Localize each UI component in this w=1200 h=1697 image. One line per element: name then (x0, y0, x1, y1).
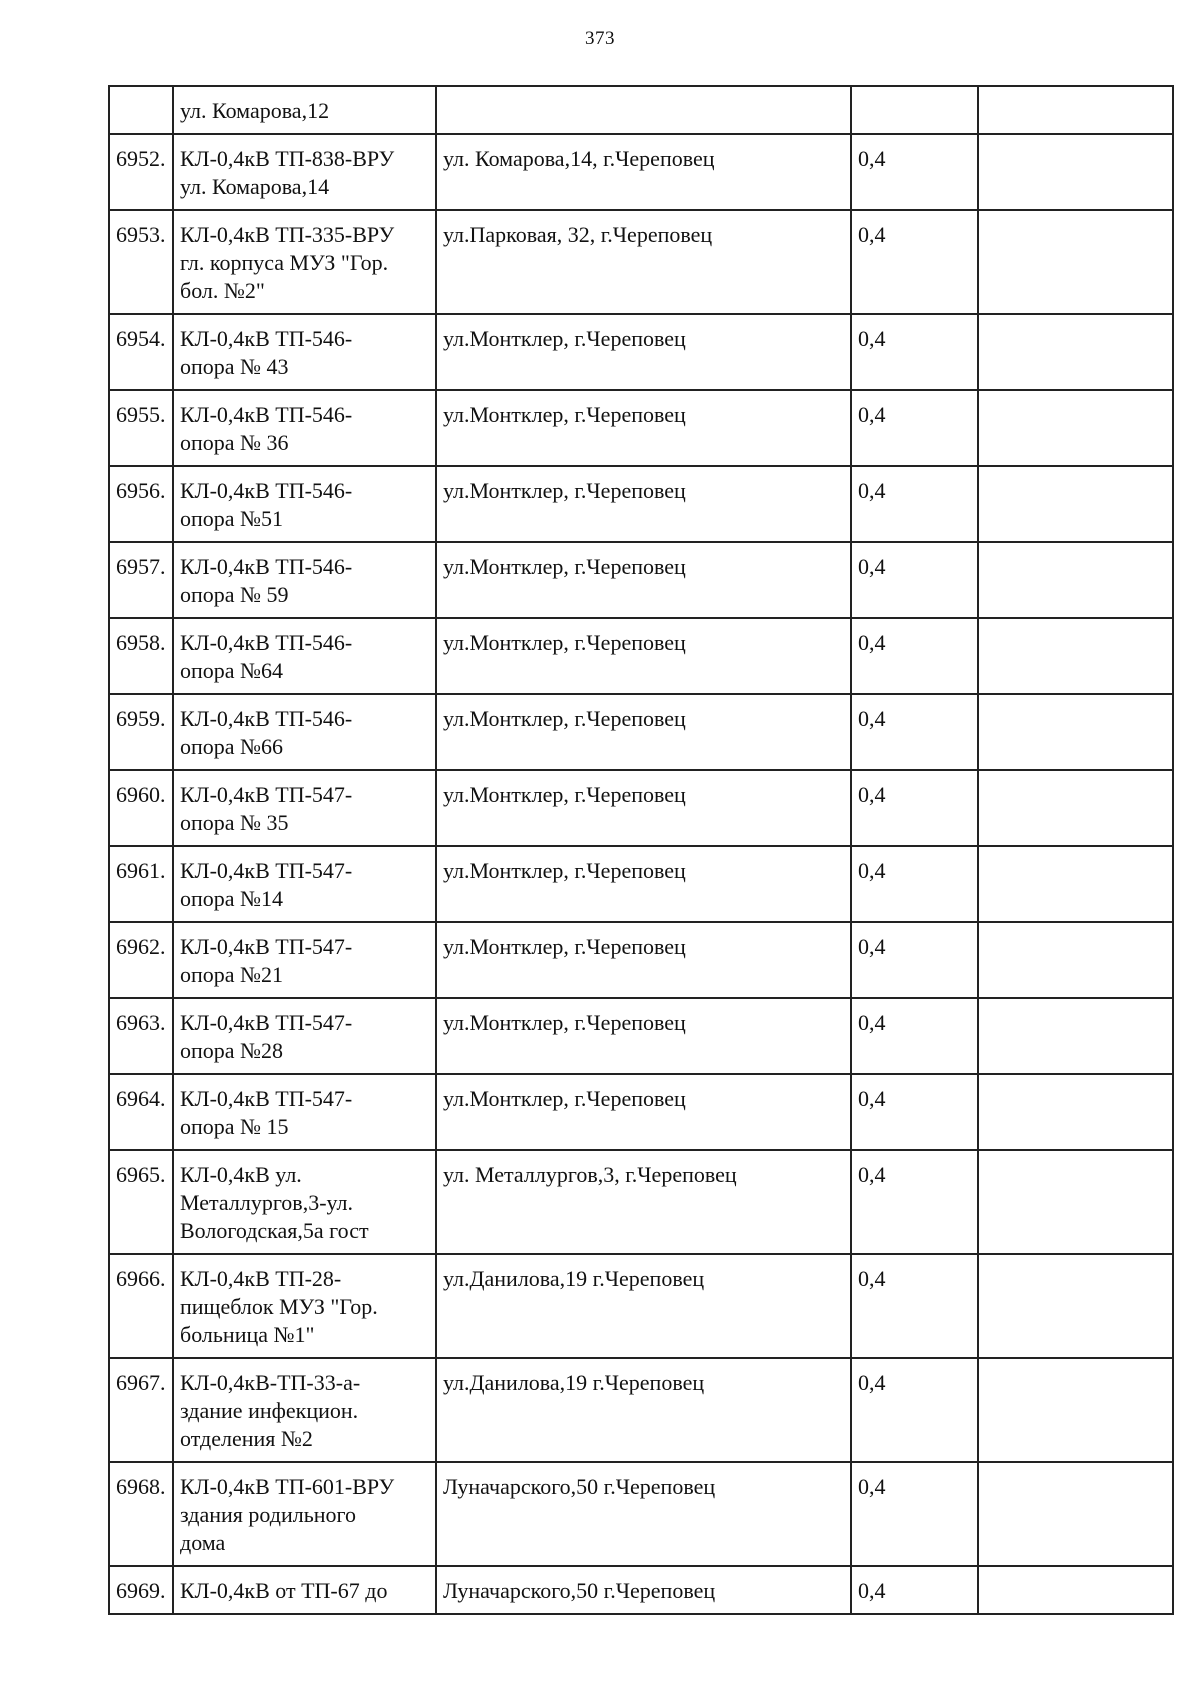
address-cell: ул.Монтклер, г.Череповец (436, 618, 851, 694)
line-name-cell: КЛ-0,4кВ ТП-546- опора №51 (173, 466, 436, 542)
row-number-cell: 6966. (109, 1254, 173, 1358)
line-name-cell: КЛ-0,4кВ ТП-547- опора № 35 (173, 770, 436, 846)
address-cell: ул. Комарова,14, г.Череповец (436, 134, 851, 210)
address-cell: ул.Монтклер, г.Череповец (436, 390, 851, 466)
extra-cell (978, 1566, 1173, 1614)
line-name-cell: КЛ-0,4кВ ТП-335-ВРУ гл. корпуса МУЗ "Гор. бол. №2" (173, 210, 436, 314)
extra-cell (978, 1150, 1173, 1254)
row-number-cell: 6962. (109, 922, 173, 998)
voltage-cell: 0,4 (851, 314, 978, 390)
row-number-cell: 6959. (109, 694, 173, 770)
table-row (109, 1358, 1173, 1462)
address-cell: ул.Монтклер, г.Череповец (436, 466, 851, 542)
line-name-cell: КЛ-0,4кВ ТП-547- опора № 15 (173, 1074, 436, 1150)
address-cell: Луначарского,50 г.Череповец (436, 1462, 851, 1566)
voltage-cell: 0,4 (851, 1358, 978, 1462)
extra-cell (978, 390, 1173, 466)
registry-table (108, 85, 1174, 1615)
table-row (109, 770, 1173, 846)
table-row (109, 1462, 1173, 1566)
line-name-cell: КЛ-0,4кВ от ТП-67 до (173, 1566, 436, 1614)
table-row (109, 998, 1173, 1074)
row-number-cell: 6952. (109, 134, 173, 210)
voltage-cell: 0,4 (851, 1150, 978, 1254)
table-row (109, 1074, 1173, 1150)
line-name-cell: КЛ-0,4кВ-ТП-33-а- здание инфекцион. отделения №2 (173, 1358, 436, 1462)
address-cell: ул.Данилова,19 г.Череповец (436, 1254, 851, 1358)
voltage-cell: 0,4 (851, 922, 978, 998)
row-number-cell: 6967. (109, 1358, 173, 1462)
table-row (109, 210, 1173, 314)
table-row (109, 618, 1173, 694)
address-cell: ул.Монтклер, г.Череповец (436, 694, 851, 770)
address-cell: ул.Монтклер, г.Череповец (436, 770, 851, 846)
address-cell: ул.Монтклер, г.Череповец (436, 314, 851, 390)
voltage-cell: 0,4 (851, 542, 978, 618)
extra-cell (978, 846, 1173, 922)
line-name-cell: КЛ-0,4кВ ТП-546- опора № 59 (173, 542, 436, 618)
table-row (109, 846, 1173, 922)
voltage-cell: 0,4 (851, 1074, 978, 1150)
table-row (109, 390, 1173, 466)
table-row (109, 542, 1173, 618)
table-row (109, 134, 1173, 210)
voltage-cell: 0,4 (851, 390, 978, 466)
address-cell: ул.Данилова,19 г.Череповец (436, 1358, 851, 1462)
line-name-cell: КЛ-0,4кВ ТП-28- пищеблок МУЗ "Гор. больница №1" (173, 1254, 436, 1358)
extra-cell (978, 1462, 1173, 1566)
address-cell: ул.Монтклер, г.Череповец (436, 998, 851, 1074)
line-name-cell: КЛ-0,4кВ ТП-546- опора № 36 (173, 390, 436, 466)
extra-cell (978, 86, 1173, 134)
table-row (109, 694, 1173, 770)
line-name-cell: КЛ-0,4кВ ул. Металлургов,3-ул. Вологодская,5а гост (173, 1150, 436, 1254)
line-name-cell: КЛ-0,4кВ ТП-546- опора №64 (173, 618, 436, 694)
voltage-cell: 0,4 (851, 210, 978, 314)
extra-cell (978, 1254, 1173, 1358)
row-number-cell: 6960. (109, 770, 173, 846)
extra-cell (978, 314, 1173, 390)
address-cell (436, 86, 851, 134)
extra-cell (978, 134, 1173, 210)
table-row (109, 1566, 1173, 1614)
extra-cell (978, 210, 1173, 314)
address-cell: Луначарского,50 г.Череповец (436, 1566, 851, 1614)
row-number-cell: 6956. (109, 466, 173, 542)
address-cell: ул.Монтклер, г.Череповец (436, 542, 851, 618)
voltage-cell: 0,4 (851, 846, 978, 922)
extra-cell (978, 998, 1173, 1074)
line-name-cell: КЛ-0,4кВ ТП-547- опора №28 (173, 998, 436, 1074)
voltage-cell: 0,4 (851, 1462, 978, 1566)
voltage-cell: 0,4 (851, 694, 978, 770)
table-row (109, 922, 1173, 998)
row-number-cell: 6964. (109, 1074, 173, 1150)
registry-table-body (109, 86, 1173, 1614)
row-number-cell: 6963. (109, 998, 173, 1074)
voltage-cell (851, 86, 978, 134)
table-row (109, 1150, 1173, 1254)
address-cell: ул.Монтклер, г.Череповец (436, 846, 851, 922)
voltage-cell: 0,4 (851, 134, 978, 210)
address-cell: ул. Металлургов,3, г.Череповец (436, 1150, 851, 1254)
line-name-cell: КЛ-0,4кВ ТП-547- опора №21 (173, 922, 436, 998)
row-number-cell: 6961. (109, 846, 173, 922)
line-name-cell: КЛ-0,4кВ ТП-546- опора №66 (173, 694, 436, 770)
line-name-cell: КЛ-0,4кВ ТП-838-ВРУ ул. Комарова,14 (173, 134, 436, 210)
row-number-cell: 6953. (109, 210, 173, 314)
extra-cell (978, 1358, 1173, 1462)
voltage-cell: 0,4 (851, 1254, 978, 1358)
row-number-cell (109, 86, 173, 134)
voltage-cell: 0,4 (851, 466, 978, 542)
voltage-cell: 0,4 (851, 618, 978, 694)
row-number-cell: 6965. (109, 1150, 173, 1254)
extra-cell (978, 770, 1173, 846)
address-cell: ул.Монтклер, г.Череповец (436, 1074, 851, 1150)
extra-cell (978, 542, 1173, 618)
extra-cell (978, 466, 1173, 542)
table-row (109, 1254, 1173, 1358)
voltage-cell: 0,4 (851, 770, 978, 846)
table-row (109, 466, 1173, 542)
row-number-cell: 6957. (109, 542, 173, 618)
line-name-cell: ул. Комарова,12 (173, 86, 436, 134)
voltage-cell: 0,4 (851, 998, 978, 1074)
extra-cell (978, 618, 1173, 694)
row-number-cell: 6968. (109, 1462, 173, 1566)
table-row (109, 86, 1173, 134)
row-number-cell: 6954. (109, 314, 173, 390)
line-name-cell: КЛ-0,4кВ ТП-546- опора № 43 (173, 314, 436, 390)
row-number-cell: 6955. (109, 390, 173, 466)
address-cell: ул.Парковая, 32, г.Череповец (436, 210, 851, 314)
row-number-cell: 6958. (109, 618, 173, 694)
page-number: 373 (585, 28, 615, 49)
extra-cell (978, 922, 1173, 998)
extra-cell (978, 1074, 1173, 1150)
row-number-cell: 6969. (109, 1566, 173, 1614)
line-name-cell: КЛ-0,4кВ ТП-547- опора №14 (173, 846, 436, 922)
line-name-cell: КЛ-0,4кВ ТП-601-ВРУ здания родильного дома (173, 1462, 436, 1566)
table-row (109, 314, 1173, 390)
voltage-cell: 0,4 (851, 1566, 978, 1614)
address-cell: ул.Монтклер, г.Череповец (436, 922, 851, 998)
extra-cell (978, 694, 1173, 770)
